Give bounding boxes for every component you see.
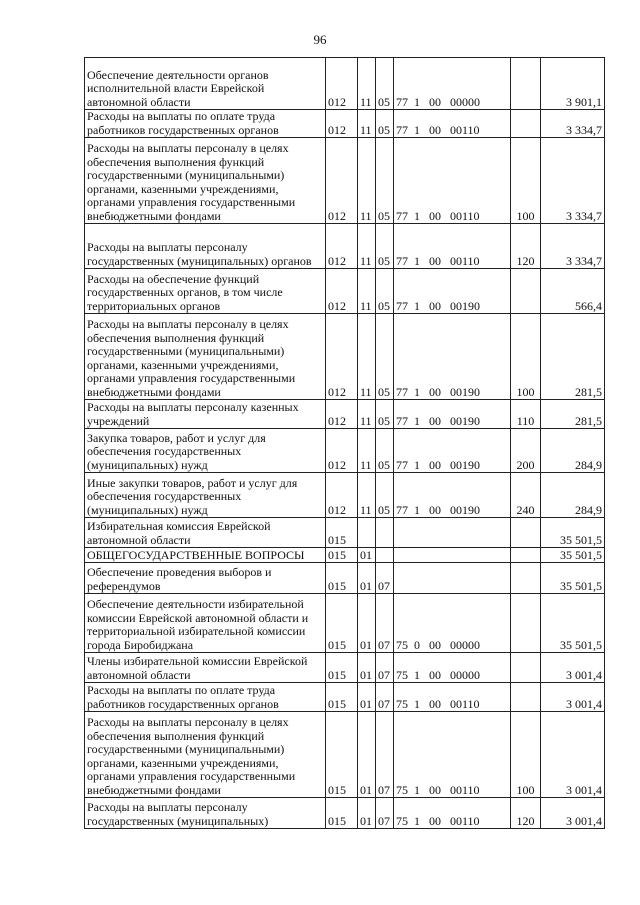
row-grbs-code: 012 [326,314,358,400]
row-subsection-code: 05 [376,429,394,473]
row-grbs-code: 015 [326,594,358,653]
row-section-code: 11 [358,138,376,224]
table-row [85,712,605,798]
row-subsection-code: 05 [376,58,394,110]
table-row [85,269,605,314]
row-amount: 35 501,5 [541,518,605,548]
row-name: Обеспечение деятельности органов исполнительной власти Еврейской автономной области [85,58,326,110]
row-name: Расходы на выплаты по оплате труда работников государственных органов [85,110,326,138]
row-section-code: 01 [358,683,376,712]
row-section-code [358,518,376,548]
row-grbs-code: 015 [326,683,358,712]
table-row [85,683,605,712]
budget-table-body [85,58,605,829]
table-row [85,563,605,594]
table-row [85,798,605,829]
row-amount: 284,9 [541,429,605,473]
row-subsection-code: 07 [376,563,394,594]
row-grbs-code: 012 [326,473,358,518]
row-expense-type: 200 [511,429,541,473]
row-amount: 281,5 [541,314,605,400]
row-name: Закупка товаров, работ и услуг для обеспечения государственных (муниципальных) нужд [85,429,326,473]
row-target-article: 77 1 00 00110 [394,138,511,224]
table-row [85,400,605,429]
row-section-code: 11 [358,314,376,400]
row-section-code: 01 [358,798,376,829]
table-row [85,224,605,269]
row-section-code: 11 [358,58,376,110]
row-amount: 3 001,4 [541,712,605,798]
row-section-code: 01 [358,653,376,683]
page-number: 96 [313,32,327,47]
table-row [85,594,605,653]
budget-table [84,57,605,829]
row-name: Избирательная комиссия Еврейской автономной области [85,518,326,548]
row-subsection-code [376,518,394,548]
row-section-code: 01 [358,712,376,798]
row-grbs-code: 012 [326,269,358,314]
table-row [85,58,605,110]
row-name: Обеспечение деятельности избирательной комиссии Еврейской автономной области и территориальной избирательной комиссии города Биробиджана [85,594,326,653]
row-target-article: 75 0 00 00000 [394,594,511,653]
row-section-code: 01 [358,548,376,563]
row-section-code: 11 [358,429,376,473]
row-section-code: 11 [358,269,376,314]
row-amount: 3 001,4 [541,683,605,712]
row-expense-type: 100 [511,314,541,400]
row-subsection-code: 05 [376,473,394,518]
row-amount: 3 334,7 [541,138,605,224]
row-expense-type [511,653,541,683]
row-amount: 3 901,1 [541,58,605,110]
table-row [85,314,605,400]
row-target-article [394,548,511,563]
row-amount: 35 501,5 [541,548,605,563]
row-subsection-code: 05 [376,400,394,429]
row-grbs-code: 015 [326,653,358,683]
row-amount: 35 501,5 [541,594,605,653]
row-expense-type [511,563,541,594]
row-subsection-code: 05 [376,314,394,400]
row-name: Обеспечение проведения выборов и референдумов [85,563,326,594]
table-row [85,653,605,683]
row-amount: 3 334,7 [541,224,605,269]
row-name: Расходы на выплаты персоналу в целях обеспечения выполнения функций государственными (муниципальными) органами, казенными учреждениями, органами управления государственными внебюджетными фондами [85,712,326,798]
row-target-article: 77 1 00 00000 [394,58,511,110]
row-name: Расходы на выплаты персоналу казенных учреждений [85,400,326,429]
row-amount: 281,5 [541,400,605,429]
row-subsection-code: 07 [376,712,394,798]
row-name: Расходы на выплаты персоналу государственных (муниципальных) органов [85,224,326,269]
row-subsection-code: 07 [376,798,394,829]
row-subsection-code: 05 [376,269,394,314]
row-expense-type [511,518,541,548]
row-grbs-code: 015 [326,563,358,594]
row-name: Расходы на выплаты по оплате труда работников государственных органов [85,683,326,712]
table-row [85,110,605,138]
row-name: Расходы на обеспечение функций государственных органов, в том числе территориальных органов [85,269,326,314]
row-section-code: 11 [358,473,376,518]
row-target-article: 77 1 00 00190 [394,269,511,314]
table-row [85,548,605,563]
row-name: ОБЩЕГОСУДАРСТВЕННЫЕ ВОПРОСЫ [85,548,326,563]
row-subsection-code: 05 [376,224,394,269]
row-subsection-code: 05 [376,138,394,224]
row-target-article: 75 1 00 00110 [394,683,511,712]
row-target-article: 75 1 00 00000 [394,653,511,683]
row-amount: 284,9 [541,473,605,518]
row-target-article: 75 1 00 00110 [394,712,511,798]
row-section-code: 11 [358,400,376,429]
row-expense-type [511,683,541,712]
table-row [85,518,605,548]
row-subsection-code: 07 [376,683,394,712]
row-section-code: 01 [358,563,376,594]
row-section-code: 11 [358,110,376,138]
row-grbs-code: 012 [326,429,358,473]
row-target-article [394,563,511,594]
row-target-article [394,518,511,548]
row-subsection-code: 05 [376,110,394,138]
row-target-article: 77 1 00 00110 [394,110,511,138]
row-target-article: 77 1 00 00110 [394,224,511,269]
row-grbs-code: 012 [326,58,358,110]
row-name: Расходы на выплаты персоналу государственных (муниципальных) [85,798,326,829]
row-section-code: 01 [358,594,376,653]
row-expense-type [511,110,541,138]
row-section-code: 11 [358,224,376,269]
row-amount: 3 001,4 [541,653,605,683]
row-expense-type: 100 [511,138,541,224]
row-grbs-code: 015 [326,712,358,798]
row-name: Иные закупки товаров, работ и услуг для обеспечения государственных (муниципальных) нужд [85,473,326,518]
row-name: Расходы на выплаты персоналу в целях обеспечения выполнения функций государственными (муниципальными) органами, казенными учреждениями, органами управления государственными внебюджетными фондами [85,138,326,224]
row-expense-type: 120 [511,798,541,829]
row-subsection-code: 07 [376,594,394,653]
row-subsection-code [376,548,394,563]
row-name: Расходы на выплаты персоналу в целях обеспечения выполнения функций государственными (муниципальными) органами, казенными учреждениями, органами управления государственными внебюджетными фондами [85,314,326,400]
row-grbs-code: 012 [326,400,358,429]
row-expense-type: 240 [511,473,541,518]
row-amount: 35 501,5 [541,563,605,594]
row-amount: 3 001,4 [541,798,605,829]
row-expense-type [511,58,541,110]
row-expense-type [511,269,541,314]
row-target-article: 77 1 00 00190 [394,473,511,518]
table-row [85,429,605,473]
row-grbs-code: 015 [326,798,358,829]
table-row [85,138,605,224]
row-amount: 3 334,7 [541,110,605,138]
row-expense-type [511,548,541,563]
row-target-article: 77 1 00 00190 [394,400,511,429]
row-expense-type [511,594,541,653]
row-grbs-code: 015 [326,518,358,548]
row-grbs-code: 012 [326,224,358,269]
row-subsection-code: 07 [376,653,394,683]
row-expense-type: 110 [511,400,541,429]
row-target-article: 77 1 00 00190 [394,314,511,400]
table-row [85,473,605,518]
row-target-article: 77 1 00 00190 [394,429,511,473]
row-expense-type: 120 [511,224,541,269]
row-grbs-code: 012 [326,110,358,138]
row-target-article: 75 1 00 00110 [394,798,511,829]
row-grbs-code: 015 [326,548,358,563]
row-name: Члены избирательной комиссии Еврейской автономной области [85,653,326,683]
row-amount: 566,4 [541,269,605,314]
row-expense-type: 100 [511,712,541,798]
row-grbs-code: 012 [326,138,358,224]
